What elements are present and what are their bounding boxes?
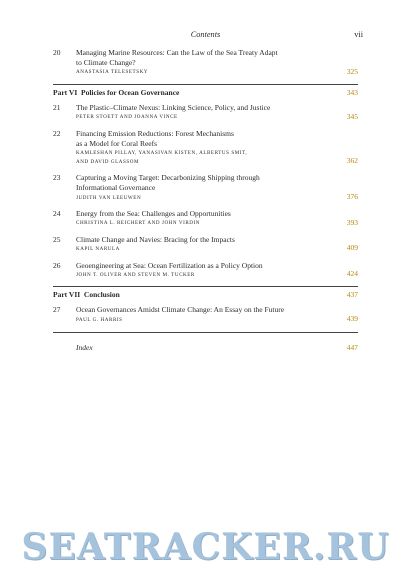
chapter-author: KAMLESHAN PILLAY, YANASIVAN KISTEN, ALBERTUS SMIT, [76,150,248,157]
toc-part-vii [53,286,358,305]
chapter-page-number[interactable]: 393 [346,217,358,227]
table-of-contents [53,48,358,353]
chapter-author: KAPIL NARULA [76,246,120,253]
toc-entry-chapter-24 [53,209,358,228]
chapter-title-line: Geoengineering at Sea: Ocean Fertilization as a Policy Option [76,260,263,270]
chapter-author: PAUL G. HARRIS [76,316,123,323]
chapter-number: 20 [53,48,61,57]
part-label: Part VI [53,87,78,97]
toc-entry-chapter-21 [53,103,358,122]
chapter-author: AND DAVID GLASSOM [76,158,140,165]
chapter-number: 21 [53,103,61,113]
chapter-page-number[interactable]: 439 [346,313,358,323]
chapter-page-number[interactable]: 424 [346,269,358,279]
part-label: Part VII [53,290,81,300]
toc-entry-chapter-25 [53,235,358,254]
index-page-number[interactable]: 447 [346,343,358,353]
chapter-title-line: Informational Governance [76,183,156,193]
chapter-author: CHRISTINA L. REICHERT AND JOHN VIRDIN [76,220,200,227]
chapter-page-number[interactable]: 409 [346,243,358,253]
chapter-title-line: Managing Marine Resources: Can the Law of the Sea Treaty Adapt [76,48,278,57]
chapter-page-number[interactable]: 362 [346,156,358,166]
chapter-page-number[interactable]: 325 [346,66,358,76]
chapter-number: 23 [53,173,61,183]
index-label: Index [76,343,93,353]
chapter-title-line: The Plastic–Climate Nexus: Linking Science, Policy, and Justice [76,103,271,113]
chapter-title-line: Financing Emission Reductions: Forest Mechanisms [76,128,234,138]
chapter-number: 25 [53,234,61,244]
toc-entry-chapter-22 [53,129,358,166]
toc-index [53,332,358,353]
chapter-title-line: Capturing a Moving Target: Decarbonizing Shipping through [76,173,260,183]
chapter-title-line: Ocean Governances Amidst Climate Change: An Essay on the Future [76,305,285,315]
chapter-number: 22 [53,128,61,138]
chapter-author: JUDITH VAN LEEUWEN [76,194,142,201]
chapter-number: 24 [53,209,61,219]
part-page-number[interactable]: 343 [346,87,358,97]
part-title: Policies for Ocean Governance [80,87,180,97]
chapter-title-line: to Climate Change? [76,58,136,68]
header-title: Contents [190,30,221,39]
toc-part-vi [53,84,358,103]
chapter-number: 27 [53,305,61,315]
chapter-number: 26 [53,260,61,270]
chapter-page-number[interactable]: 345 [346,111,358,121]
toc-entry-chapter-27 [53,305,358,324]
chapter-title-line: Energy from the Sea: Challenges and Opportunities [76,209,231,219]
chapter-title-line: Climate Change and Navies: Bracing for the Impacts [76,234,235,244]
chapter-page-number[interactable]: 376 [346,191,358,201]
part-title: Conclusion [83,290,120,300]
header-page-number: vii [354,30,363,39]
toc-entry-chapter-20 [53,48,358,77]
running-header [0,30,411,42]
chapter-author: PETER STOETT AND JOANNA VINCE [76,114,178,121]
watermark: SEATRACKER.RU [21,526,390,568]
part-page-number[interactable]: 437 [346,290,358,300]
toc-entry-chapter-23 [53,173,358,202]
chapter-author: ANASTASIA TELESETSKY [76,69,149,76]
toc-entry-chapter-26 [53,261,358,280]
chapter-author: JOHN T. OLIVER AND STEVEN M. TUCKER [76,271,195,278]
chapter-title-line: as a Model for Coral Reefs [76,139,158,149]
